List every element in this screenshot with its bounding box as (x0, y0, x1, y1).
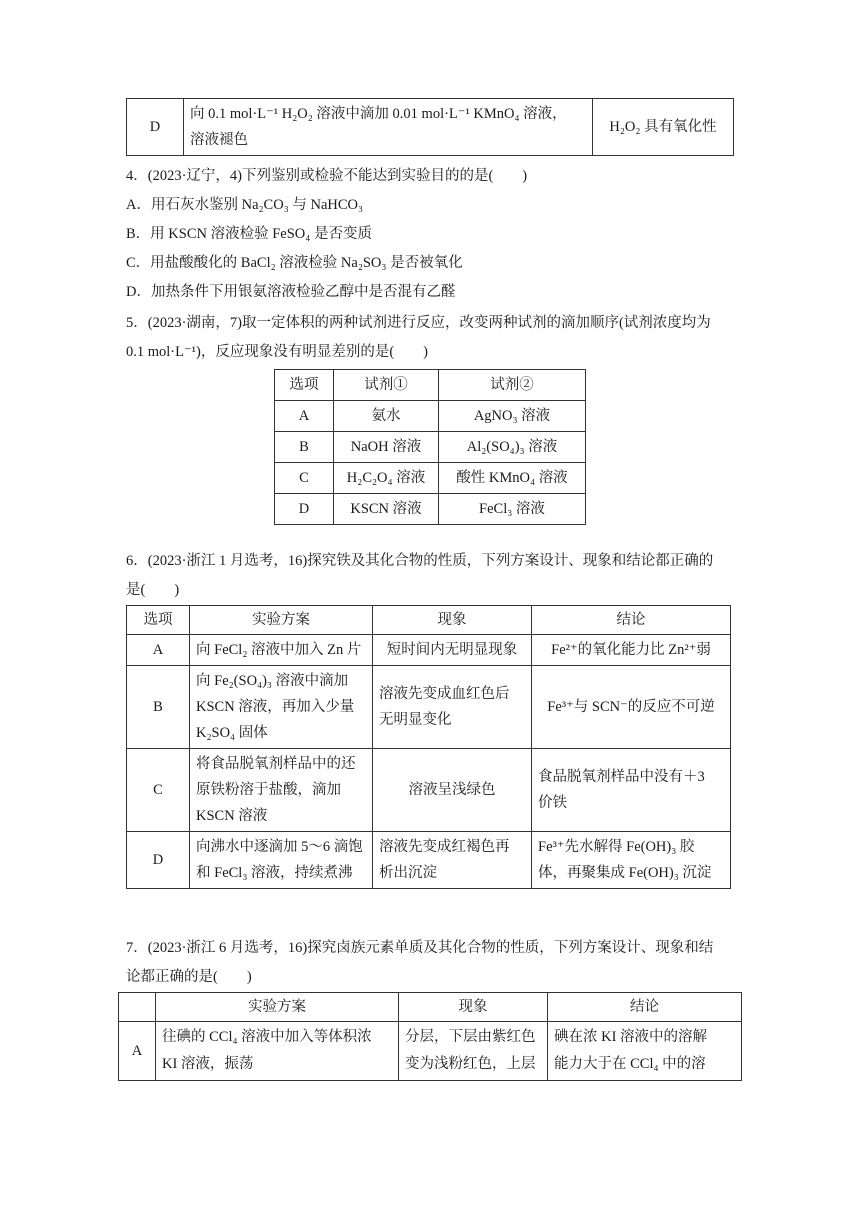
table-row (275, 494, 586, 525)
option-a: A．用石灰水鉴别 Na₂CO₃ 与 NaHCO₃ (126, 197, 364, 213)
table-header-row (275, 370, 586, 401)
option-cell: C (127, 749, 190, 832)
table-row (275, 432, 586, 463)
question-6-table (126, 605, 731, 889)
concl-line: 食品脱氧剂样品中没有＋3 (538, 769, 705, 785)
plan-line: 原铁粉溶于盐酸，滴加 (196, 782, 341, 798)
plan-line: 和 FeCl₃ 溶液，持续煮沸 (196, 865, 353, 881)
question-6-stem: 6．(2023·浙江 1 月选考，16)探究铁及其化合物的性质，下列方案设计、现象和结论都正确的 (126, 553, 714, 569)
concl-line: 价铁 (538, 795, 567, 811)
phenomenon-cell: 溶液呈浅绿色 (373, 749, 532, 832)
table-row (127, 749, 731, 832)
table-header-row (127, 606, 731, 635)
table-row (127, 635, 731, 666)
option-d: D．加热条件下用银氨溶液检验乙醇中是否混有乙醛 (126, 284, 456, 300)
conclusion-cell (532, 749, 731, 832)
cell: A (275, 401, 334, 432)
table-row (127, 832, 731, 889)
header-cell: 现象 (399, 993, 548, 1022)
phen-line: 分层，下层由紫红色 (405, 1029, 536, 1045)
table-row (119, 1022, 742, 1081)
table-row (275, 463, 586, 494)
question-4-stem: 4．(2023·辽宁，4)下列鉴别或检验不能达到实验目的的是( ) (126, 168, 528, 184)
plan-line: KSCN 溶液 (196, 808, 268, 824)
option-cell: A (119, 1022, 156, 1081)
plan-line: 往碘的 CCl₄ 溶液中加入等体积浓 (162, 1029, 372, 1045)
header-cell: 选项 (275, 370, 334, 401)
question-7-table (118, 992, 742, 1081)
conclusion-cell: Fe²⁺的氧化能力比 Zn²⁺弱 (532, 635, 731, 666)
cell: NaOH 溶液 (334, 432, 439, 463)
concl-line: 能力大于在 CCl₄ 中的溶 (554, 1056, 706, 1072)
plan-line: 向 Fe₂(SO₄)₃ 溶液中滴加 (196, 673, 349, 689)
phenomenon-cell (373, 832, 532, 889)
cell: 酸性 KMnO₄ 溶液 (439, 463, 586, 494)
plan-cell (156, 1022, 399, 1081)
conclusion-cell (532, 832, 731, 889)
cell: C (275, 463, 334, 494)
header-cell (119, 993, 156, 1022)
phenomenon-cell (373, 666, 532, 749)
option-cell: D (127, 832, 190, 889)
header-cell: 实验方案 (190, 606, 373, 635)
conclusion-cell: H₂O₂ 具有氧化性 (593, 99, 734, 156)
table-row (275, 401, 586, 432)
phen-line: 溶液先变成红褐色再 (379, 839, 510, 855)
option-cell: B (127, 666, 190, 749)
question-5-table (274, 369, 586, 525)
header-cell: 试剂① (334, 370, 439, 401)
option-c: C．用盐酸酸化的 BaCl₂ 溶液检验 Na₂SO₃ 是否被氧化 (126, 255, 463, 271)
option-cell: A (127, 635, 190, 666)
cell: 氨水 (334, 401, 439, 432)
table-header-row (119, 993, 742, 1022)
header-cell: 试剂② (439, 370, 586, 401)
plan-cell (184, 99, 593, 156)
question-6-stem-cont: 是( ) (126, 582, 180, 598)
plan-cell: 向 FeCl₂ 溶液中加入 Zn 片 (190, 635, 373, 666)
header-cell: 结论 (548, 993, 742, 1022)
concl-line: 体，再聚集成 Fe(OH)₃ 沉淀 (538, 865, 712, 881)
header-cell: 现象 (373, 606, 532, 635)
cell: B (275, 432, 334, 463)
concl-line: 碘在浓 KI 溶液中的溶解 (554, 1029, 708, 1045)
question-7-stem: 7．(2023·浙江 6 月选考，16)探究卤族元素单质及其化合物的性质，下列方案设计、现象和结 (126, 940, 714, 956)
plan-line: 溶液褪色 (190, 132, 248, 148)
conclusion-cell (548, 1022, 742, 1081)
plan-line: KSCN 溶液，再加入少量 (196, 699, 355, 715)
phen-line: 变为浅粉红色，上层 (405, 1056, 536, 1072)
cell: FeCl₃ 溶液 (439, 494, 586, 525)
phenomenon-cell: 短时间内无明显现象 (373, 635, 532, 666)
table-fragment-top (126, 98, 734, 156)
conclusion-cell: Fe³⁺与 SCN⁻的反应不可逆 (532, 666, 731, 749)
cell: H₂C₂O₄ 溶液 (334, 463, 439, 494)
phen-line: 析出沉淀 (379, 865, 437, 881)
option-b: B．用 KSCN 溶液检验 FeSO₄ 是否变质 (126, 226, 372, 242)
question-5-stem: 5．(2023·湖南，7)取一定体积的两种试剂进行反应，改变两种试剂的滴加顺序(试剂浓度均为 (126, 315, 711, 331)
cell: KSCN 溶液 (334, 494, 439, 525)
cell: D (275, 494, 334, 525)
phen-line: 无明显变化 (379, 712, 452, 728)
plan-line: K₂SO₄ 固体 (196, 725, 268, 741)
plan-line: 向 0.1 mol·L⁻¹ H₂O₂ 溶液中滴加 0.01 mol·L⁻¹ KMnO₄ 溶液， (190, 106, 567, 122)
table-row (127, 99, 734, 156)
plan-cell (190, 749, 373, 832)
cell: AgNO₃ 溶液 (439, 401, 586, 432)
question-5-stem-cont: 0.1 mol·L⁻¹)，反应现象没有明显差别的是( ) (126, 344, 428, 360)
plan-cell (190, 666, 373, 749)
phen-line: 溶液先变成血红色后 (379, 686, 510, 702)
header-cell: 实验方案 (156, 993, 399, 1022)
header-cell: 选项 (127, 606, 190, 635)
plan-line: KI 溶液，振荡 (162, 1056, 254, 1072)
header-cell: 结论 (532, 606, 731, 635)
plan-cell (190, 832, 373, 889)
plan-line: 向沸水中逐滴加 5～6 滴饱 (196, 839, 363, 855)
concl-line: Fe³⁺先水解得 Fe(OH)₃ 胶 (538, 839, 695, 855)
phenomenon-cell (399, 1022, 548, 1081)
option-cell: D (127, 99, 184, 156)
cell: Al₂(SO₄)₃ 溶液 (439, 432, 586, 463)
table-row (127, 666, 731, 749)
plan-line: 将食品脱氧剂样品中的还 (196, 756, 356, 772)
question-7-stem-cont: 论都正确的是( ) (126, 969, 252, 985)
